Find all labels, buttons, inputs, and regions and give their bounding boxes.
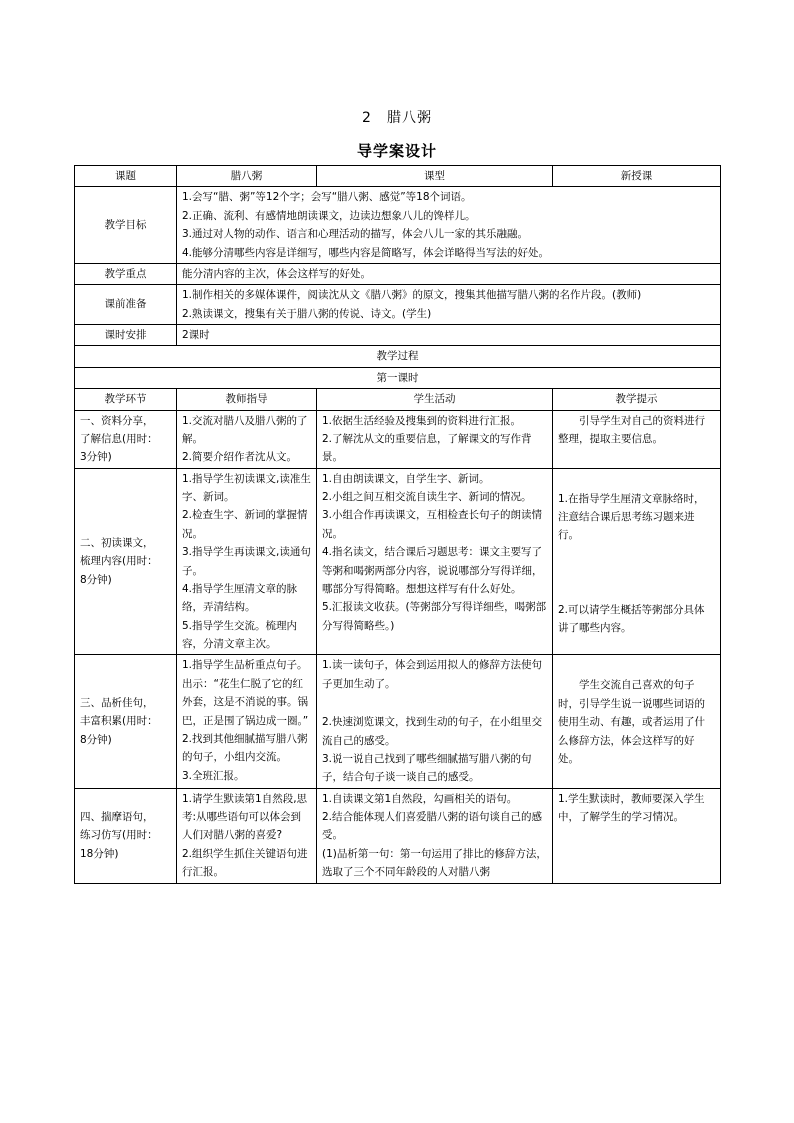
student-cell [317, 655, 553, 788]
stage-text: 一、资料分享， [80, 414, 154, 427]
stage-cell [75, 468, 177, 655]
stage-text: 18分钟) [80, 847, 119, 860]
tip-cell [553, 655, 721, 788]
teacher-item: 2.简要介绍作者沈从文。 [182, 451, 298, 464]
teacher-item: 3.指导学生再读课文,读通句子。 [182, 546, 311, 577]
schedule-value: 2课时 [177, 325, 721, 346]
student-item: 4.指名读文，结合课后习题思考：课文主要写了等粥和喝粥两部分内容，说说哪部分写得详细，哪部分写得简略。想想这样写有什么好处。 [322, 546, 543, 595]
student-cell [317, 788, 553, 883]
teacher-item: 1.指导学生初读课文,读准生字、新词。 [182, 472, 311, 503]
goals-content [177, 187, 721, 264]
student-item: 2.结合能体现人们喜爱腊八粥的语句谈自己的感受。 [322, 811, 543, 842]
key-point-label: 教学重点 [75, 263, 177, 284]
student-item: 1.自读课文第1自然段，勾画相关的语句。 [322, 792, 518, 805]
key-point-row [75, 263, 721, 284]
prep-row [75, 285, 721, 325]
tip-item: 1.在指导学生厘清文章脉络时，注意结合课后思考练习题来进行。 [558, 492, 705, 542]
tip-cell [553, 410, 721, 468]
stage-text: 了解信息(用时： [80, 432, 158, 445]
stage-text: 8分钟) [80, 733, 112, 746]
key-point-value: 能分清内容的主次，体会这样写的好处。 [177, 263, 721, 284]
period-title-row [75, 367, 721, 388]
tip-item: 2.可以请学生概括等粥部分具体讲了哪些内容。 [558, 603, 705, 635]
tip-item: 1.学生默读时，教师要深入学生中，了解学生的学习情况。 [558, 792, 705, 823]
stage-text: 练习仿写(用时： [80, 829, 158, 842]
column-header-student: 学生活动 [317, 389, 553, 410]
lesson-title: 2 腊八粥 [362, 110, 432, 126]
student-item: 1.读一读句子，体会到运用拟人的修辞方法使句子更加生动了。 [322, 659, 543, 690]
student-item: 3.说一说自己找到了哪些细腻描写腊八粥的句子，结合句子谈一谈自己的感受。 [322, 752, 532, 784]
student-item: 2.了解沈从文的重要信息，了解课文的写作背景。 [322, 432, 532, 464]
prep-label: 课前准备 [75, 285, 177, 325]
tip-cell [553, 788, 721, 883]
schedule-row [75, 325, 721, 346]
stage-text: 二、初读课文， [80, 536, 154, 549]
process-title-row [75, 346, 721, 367]
column-header-row [75, 389, 721, 410]
stage-text: 四、揣摩语句， [80, 811, 154, 823]
prep-item: 2.熟读课文，搜集有关于腊八粥的传说、诗文。(学生) [182, 307, 432, 320]
stage-cell [75, 788, 177, 883]
stage-text: 丰富积累(用时： [80, 715, 158, 728]
teacher-item: 2.检查生字、新词的掌握情况。 [182, 509, 308, 540]
goals-label: 教学目标 [75, 187, 177, 264]
header-row [75, 166, 721, 187]
teacher-cell [177, 410, 317, 468]
process-row [75, 468, 721, 655]
prep-content [177, 285, 721, 325]
teacher-item: 3.全班汇报。 [182, 769, 245, 782]
stage-text: 8分钟) [80, 573, 112, 586]
teacher-item: 1.请学生默读第1自然段,思考:从哪些语句可以体会到人们对腊八粥的喜爱? [182, 792, 308, 842]
type-label: 课型 [317, 166, 553, 187]
lesson-plan-table [74, 165, 721, 884]
teacher-cell [177, 788, 317, 883]
student-item: 2.小组之间互相交流自读生字、新词的情况。 [322, 491, 532, 503]
student-cell [317, 468, 553, 655]
tip-item: 引导学生对自己的资料进行整理，提取主要信息。 [558, 414, 705, 445]
goal-item: 2.正确、流利、有感情地朗读课文，边读边想象八儿的馋样儿。 [182, 209, 476, 222]
student-item: 1.自由朗读课文，自学生字、新词。 [322, 472, 490, 485]
teacher-item: 1.交流对腊八及腊八粥的了解。 [182, 414, 308, 445]
stage-text: 3分钟) [80, 451, 112, 464]
process-title: 教学过程 [75, 346, 721, 367]
process-row [75, 655, 721, 788]
student-cell [317, 410, 553, 468]
column-header-tip: 教学提示 [553, 389, 721, 410]
process-row [75, 788, 721, 883]
prep-item: 1.制作相关的多媒体课件，阅读沈从文《腊八粥》的原文，搜集其他描写腊八粥的名作片段。(教师) [182, 289, 642, 302]
teacher-item: 5.指导学生交流。梳理内容，分清文章主次。 [182, 619, 298, 650]
teacher-item: 4.指导学生厘清文章的脉络，弄清结构。 [182, 582, 298, 614]
document-title: 导学案设计 [356, 142, 437, 160]
topic-value: 腊八粥 [177, 166, 317, 187]
stage-text: 三、品析佳句， [80, 696, 154, 709]
student-item: 2.快速浏览课文，找到生动的句子，在小组里交流自己的感受。 [322, 716, 543, 747]
goal-item: 3.通过对人物的动作、语言和心理活动的描写，体会八儿一家的其乐融融。 [182, 228, 529, 241]
stage-cell [75, 655, 177, 788]
stage-cell [75, 410, 177, 468]
student-item: (1)品析第一句：第一句运用了排比的修辞方法，选取了三个不同年龄段的人对腊八粥 [322, 847, 547, 879]
teacher-item: 2.组织学生抓住关键语句进行汇报。 [182, 847, 308, 879]
column-header-teacher: 教师指导 [177, 389, 317, 410]
type-value: 新授课 [553, 166, 721, 187]
goals-row [75, 187, 721, 264]
topic-label: 课题 [75, 166, 177, 187]
stage-text: 梳理内容(用时： [80, 555, 158, 568]
student-item: 1.依据生活经验及搜集到的资料进行汇报。 [322, 414, 522, 427]
column-header-stage: 教学环节 [75, 389, 177, 410]
goal-item: 1.会写“腊、粥”等12个字；会写“腊八粥、感觉”等18个词语。 [182, 191, 472, 204]
process-row [75, 410, 721, 468]
student-item: 5.汇报读文收获。(等粥部分写得详细些，喝粥部分写得简略些。) [322, 601, 547, 632]
teacher-item: 2.找到其他细腻描写腊八粥的句子，小组内交流。 [182, 732, 308, 764]
schedule-label: 课时安排 [75, 325, 177, 346]
goal-item: 4.能够分清哪些内容是详细写，哪些内容是简略写，体会详略得当写法的好处。 [182, 246, 550, 259]
tip-cell [553, 468, 721, 655]
student-item: 3.小组合作再读课文，互相检查长句子的朗读情况。 [322, 509, 543, 540]
teacher-cell [177, 655, 317, 788]
tip-item: 学生交流自己喜欢的句子时，引导学生说一说哪些词语的使用生动、有趣，或者运用了什么修辞方法，体会这样写的好处。 [558, 679, 705, 765]
teacher-item: 1.指导学生品析重点句子。出示：“花生仁脱了它的红外套，这是不消说的事。锅巴，正是围了锅边成一圈。” [182, 659, 309, 727]
period-title: 第一课时 [75, 367, 721, 388]
teacher-cell [177, 468, 317, 655]
